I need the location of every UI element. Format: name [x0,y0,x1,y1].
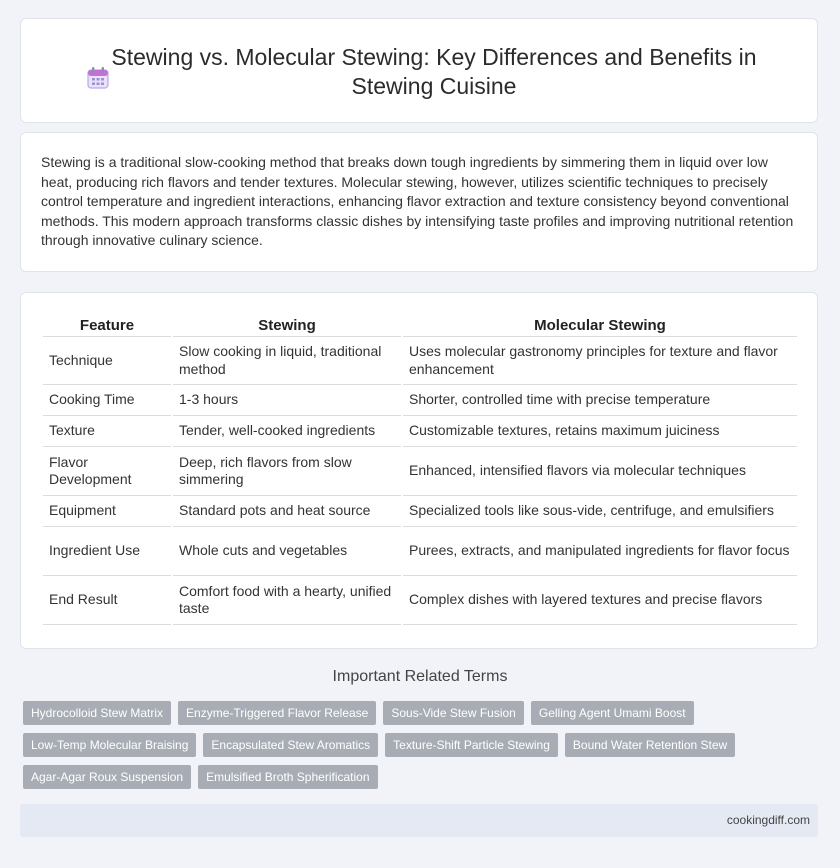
intro-card [20,132,818,272]
term-tag[interactable]: Emulsified Broth Spherification [198,765,377,789]
term-tag[interactable]: Texture-Shift Particle Stewing [385,733,558,757]
table-row [43,416,797,447]
page-title: Stewing vs. Molecular Stewing: Key Differences and Benefits in Stewing Cuisine [111,44,757,99]
term-tag[interactable]: Low-Temp Molecular Braising [23,733,196,757]
column-header-feature: Feature [43,313,171,337]
table-cell-molecular: Customizable textures, retains maximum juiciness [403,416,797,447]
header-card [20,18,818,123]
term-tag[interactable]: Hydrocolloid Stew Matrix [23,701,171,725]
term-tag[interactable]: Enzyme-Triggered Flavor Release [178,701,376,725]
comparison-table [41,313,799,625]
table-cell-stewing: Tender, well-cooked ingredients [173,416,401,447]
column-header-molecular-stewing: Molecular Stewing [403,313,797,337]
term-tag[interactable]: Bound Water Retention Stew [565,733,735,757]
table-row [43,527,797,576]
table-cell-stewing: 1-3 hours [173,385,401,416]
intro-paragraph: Stewing is a traditional slow-cooking method that breaks down tough ingredients by simmering them in liquid over low heat, producing rich flavors and tender textures. Molecular stewing, however, utilizes scientific techniques to precisely control temperature and ingredient interactions, enhancing flavor extraction and texture consistency beyond conventional methods. This modern approach transforms classic dishes by intensifying taste profiles and improving nutritional retention through innovative culinary science. [41,154,794,248]
table-cell-molecular: Specialized tools like sous-vide, centrifuge, and emulsifiers [403,496,797,527]
table-cell-stewing: Comfort food with a hearty, unified taste [173,576,401,625]
related-terms-heading: Important Related Terms [332,668,508,685]
table-cell-feature: Equipment [43,496,171,527]
term-tag[interactable]: Gelling Agent Umami Boost [531,701,694,725]
table-row [43,576,797,625]
footer-site-link[interactable]: cookingdiff.com [726,813,810,827]
term-tag[interactable]: Agar-Agar Roux Suspension [23,765,191,789]
table-row [43,337,797,385]
table-cell-stewing: Slow cooking in liquid, traditional method [173,337,401,385]
table-cell-molecular: Enhanced, intensified flavors via molecular techniques [403,447,797,496]
table-row [43,496,797,527]
table-cell-molecular: Uses molecular gastronomy principles for texture and flavor enhancement [403,337,797,385]
comparison-table-card [20,292,818,649]
table-cell-feature: End Result [43,576,171,625]
term-tag[interactable]: Encapsulated Stew Aromatics [203,733,378,757]
table-cell-stewing: Standard pots and heat source [173,496,401,527]
table-cell-feature: Flavor Development [43,447,171,496]
table-cell-molecular: Purees, extracts, and manipulated ingredients for flavor focus [403,527,797,576]
term-tag[interactable]: Sous-Vide Stew Fusion [383,701,524,725]
table-row [43,385,797,416]
related-terms-list [23,701,813,797]
table-cell-stewing: Whole cuts and vegetables [173,527,401,576]
table-cell-feature: Ingredient Use [43,527,171,576]
table-cell-feature: Technique [43,337,171,385]
table-cell-molecular: Shorter, controlled time with precise temperature [403,385,797,416]
table-cell-molecular: Complex dishes with layered textures and precise flavors [403,576,797,625]
footer [20,804,818,837]
table-row [43,447,797,496]
table-header-row [43,313,797,337]
table-cell-feature: Cooking Time [43,385,171,416]
table-cell-feature: Texture [43,416,171,447]
table-cell-stewing: Deep, rich flavors from slow simmering [173,447,401,496]
column-header-stewing: Stewing [173,313,401,337]
